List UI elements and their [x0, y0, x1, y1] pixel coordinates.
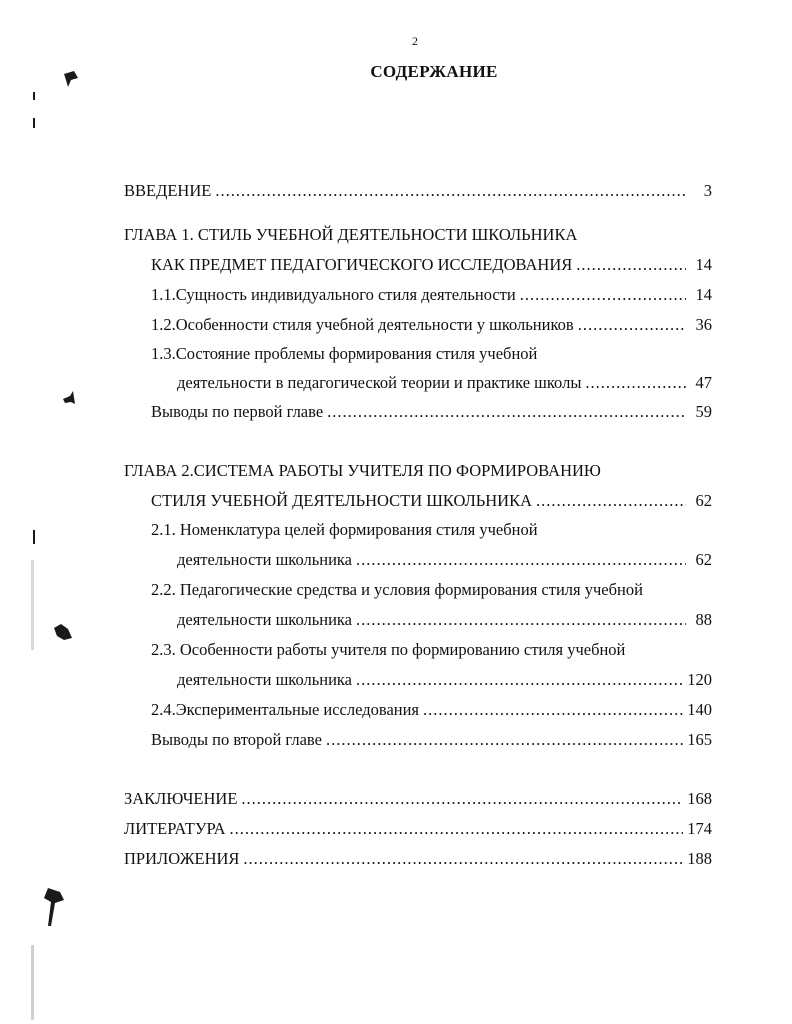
toc-entry-label: 2.2. Педагогические средства и условия формирования стиля учебной	[151, 580, 643, 599]
toc-entry-chapter-2[interactable]	[151, 487, 712, 515]
toc-chapter-1-title	[124, 221, 577, 249]
scan-mark	[52, 622, 74, 642]
toc-entry-appendix[interactable]	[124, 845, 712, 873]
toc-entry-label: 2.1. Номенклатура целей формирования стиля учебной	[151, 520, 538, 539]
dot-leader	[576, 251, 686, 279]
toc-entry-chapter-1[interactable]	[151, 251, 712, 279]
scan-mark	[33, 530, 35, 544]
dot-leader	[241, 785, 683, 813]
toc-entry-section-1-1[interactable]	[151, 281, 712, 309]
toc-entry-label: 2.4.Экспериментальные исследования	[151, 700, 420, 719]
toc-entry-section-2-1[interactable]	[177, 546, 712, 574]
toc-entry-page: 59	[695, 402, 712, 421]
toc-entry-section-2-4[interactable]	[151, 696, 712, 724]
dot-leader	[243, 845, 683, 873]
toc-entry-page: 3	[703, 181, 712, 200]
toc-entry-page: 140	[687, 700, 712, 719]
dot-leader	[326, 726, 683, 754]
toc-entry-literature[interactable]	[124, 815, 712, 843]
toc-entry-label: 1.2.Особенности стиля учебной деятельности у школьников	[151, 315, 574, 334]
dot-leader	[215, 177, 686, 205]
dot-leader	[327, 398, 686, 426]
toc-entry-page: 165	[687, 730, 712, 749]
dot-leader	[356, 666, 683, 694]
toc-entry-label: деятельности школьника	[177, 610, 353, 629]
dot-leader	[585, 369, 686, 397]
toc-entry-conclusion[interactable]	[124, 785, 712, 813]
toc-entry-label: ПРИЛОЖЕНИЯ	[124, 849, 240, 868]
toc-entry-page: 47	[695, 373, 712, 392]
toc-entry-label: Выводы по первой главе	[151, 402, 324, 421]
toc-entry-page: 14	[695, 255, 712, 274]
toc-section-1-3-title	[151, 340, 537, 368]
toc-entry-page: 120	[687, 670, 712, 689]
toc-entry-label: 1.1.Сущность индивидуального стиля деятельности	[151, 285, 516, 304]
toc-entry-label: деятельности в педагогической теории и практике школы	[177, 373, 582, 392]
scan-mark	[40, 886, 70, 928]
scan-mark	[33, 92, 35, 100]
toc-entry-introduction[interactable]	[124, 177, 712, 205]
toc-entry-label: деятельности школьника	[177, 670, 353, 689]
scan-mark	[33, 118, 35, 128]
dot-leader	[356, 606, 686, 634]
scan-mark	[31, 945, 34, 1020]
toc-section-2-2-title	[151, 576, 643, 604]
toc-section-2-3-title	[151, 636, 625, 664]
toc-entry-page: 88	[695, 610, 712, 629]
toc-entry-conclusions-2[interactable]	[151, 726, 712, 754]
toc-entry-conclusions-1[interactable]	[151, 398, 712, 426]
dot-leader	[356, 546, 686, 574]
toc-entry-section-2-2[interactable]	[177, 606, 712, 634]
dot-leader	[230, 815, 684, 843]
toc-entry-label: СТИЛЯ УЧЕБНОЙ ДЕЯТЕЛЬНОСТИ ШКОЛЬНИКА	[151, 491, 533, 510]
toc-entry-label: ВВЕДЕНИЕ	[124, 181, 212, 200]
toc-entry-page: 62	[695, 491, 712, 510]
toc-entry-page: 36	[695, 315, 712, 334]
scan-mark	[31, 560, 34, 650]
page-number: 2	[412, 34, 418, 48]
toc-entry-label: деятельности школьника	[177, 550, 353, 569]
dot-leader	[578, 311, 686, 339]
toc-section-2-1-title	[151, 516, 538, 544]
toc-entry-page: 168	[687, 789, 712, 808]
toc-entry-page: 14	[695, 285, 712, 304]
toc-entry-page: 188	[687, 849, 712, 868]
scan-mark	[62, 70, 80, 88]
toc-entry-label: 1.3.Состояние проблемы формирования стиля учебной	[151, 344, 538, 363]
toc-entry-label: ГЛАВА 2.СИСТЕМА РАБОТЫ УЧИТЕЛЯ ПО ФОРМИРОВАНИЮ	[124, 461, 601, 480]
toc-entry-label: ЛИТЕРАТУРА	[124, 819, 226, 838]
toc-chapter-2-title	[124, 457, 601, 485]
dot-leader	[536, 487, 686, 515]
toc-entry-label: КАК ПРЕДМЕТ ПЕДАГОГИЧЕСКОГО ИССЛЕДОВАНИЯ	[151, 255, 573, 274]
dot-leader	[423, 696, 683, 724]
toc-entry-page: 62	[695, 550, 712, 569]
toc-entry-page: 174	[687, 819, 712, 838]
page-title: СОДЕРЖАНИЕ	[370, 62, 498, 81]
toc-entry-label: 2.3. Особенности работы учителя по формированию стиля учебной	[151, 640, 626, 659]
scan-mark	[62, 390, 80, 406]
toc-entry-label: Выводы по второй главе	[151, 730, 322, 749]
toc-entry-label: ЗАКЛЮЧЕНИЕ	[124, 789, 238, 808]
toc-entry-label: ГЛАВА 1. СТИЛЬ УЧЕБНОЙ ДЕЯТЕЛЬНОСТИ ШКОЛЬНИКА	[124, 225, 578, 244]
toc-entry-section-1-2[interactable]	[151, 311, 712, 339]
toc-entry-section-1-3[interactable]	[177, 369, 712, 397]
dot-leader	[520, 281, 686, 309]
toc-entry-section-2-3[interactable]	[177, 666, 712, 694]
